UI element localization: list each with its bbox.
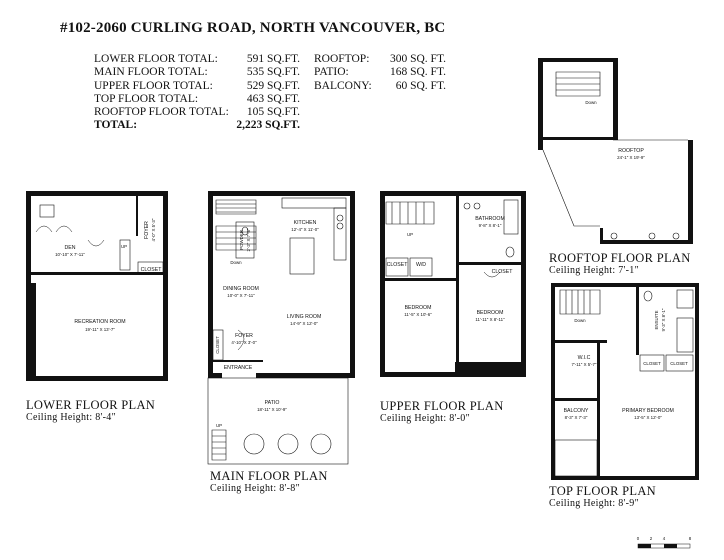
room-bedroom-1: BEDROOM [404,305,432,311]
room-powder: POWDER [239,230,244,250]
room-primary-bedroom-dim: 13'-5" X 12'-0" [634,415,662,420]
area-value: 529 SQ.FT. [246,79,300,92]
stair [560,290,600,314]
room-dining-dim: 10'-0" X 7'-11" [227,293,255,298]
wall [459,262,521,265]
room-bedroom-2: BEDROOM [476,310,504,316]
plan-name: ROOFTOP FLOOR PLAN [549,251,691,265]
main-floor-plan [208,191,355,464]
room-foyer: FOYER [235,333,253,339]
room-bedroom-2-dim: 11'-11" X 8'-11" [475,317,505,322]
wall [538,58,543,150]
fixture-icon [673,233,679,239]
room-foyer-dim: 4'-0" X 5'-3" [151,218,156,242]
room-closet: CLOSET [215,336,220,354]
sink-icon [337,215,343,221]
area-value: 591 SQ.FT. [246,53,300,65]
ceiling-height: Ceiling Height: 8'-8" [210,483,300,494]
area-value: 463 SQ.FT. [246,92,300,105]
room-kitchen: KITCHEN [293,220,317,226]
plan-name: TOP FLOOR PLAN [549,484,656,498]
room-foyer: FOYER [144,221,150,239]
wall [26,191,31,380]
patio-outline [208,378,348,464]
room-wic: W.I.C [577,355,591,361]
area-label: ROOFTOP: [314,53,370,65]
room-patio: PATIO [264,400,280,406]
room-dining: DINING ROOM [223,286,259,292]
plan-name: UPPER FLOOR PLAN [380,399,504,413]
area-label: PATIO: [314,66,349,79]
stair [216,200,256,214]
wall [380,191,385,377]
room-closet-2: CLOSET [491,269,513,275]
scale-label: 8 [688,536,692,541]
wall [543,137,613,140]
planter-icon [244,434,264,454]
wall [26,376,168,381]
room-bedroom-1-dim: 11'-5" X 10'-6" [404,312,432,317]
room-primary-bedroom: PRIMARY BEDROOM [622,408,674,414]
room-closet: CLOSET [643,361,661,366]
scale-label: 4 [662,536,666,541]
stair-up-label: UP [120,244,128,249]
wall [208,373,222,378]
wall [555,398,597,401]
scale-label: 0 [636,536,640,541]
room-foyer-dim: 4'-10" X 3'-0" [231,340,257,345]
room-den-dim: 10'-10" X 7'-11" [55,252,85,257]
wall [136,196,138,236]
wall [600,240,693,244]
wall [456,196,459,372]
ceiling-height: Ceiling Height: 8'-9" [549,498,639,509]
wall [26,191,168,196]
fixture-icon [649,233,655,239]
toilet-icon [644,291,652,301]
room-closet: CLOSET [386,262,408,268]
ceiling-height: Ceiling Height: 8'-0" [380,413,470,424]
area-value: 60 SQ. FT. [395,79,446,92]
balcony-rail [555,440,597,476]
area-label: BALCONY: [314,79,372,92]
wall [385,278,456,281]
stair-down-label: Down [574,318,586,323]
scale-bar-segment [638,544,651,548]
room-patio-dim: 18'-11" X 10'-9" [257,407,287,412]
wall [597,343,600,476]
area-value: 535 SQ.FT. [246,66,300,79]
area-label: TOP FLOOR TOTAL: [94,92,199,105]
room-bathroom-dim: 9'-8" X 8'-1" [478,223,502,228]
area-label: TOTAL: [94,119,138,132]
wall [380,191,526,196]
sink-icon [337,223,343,229]
room-wic-dim: 7'-11" X 5'-7" [571,362,597,367]
wall [551,476,699,480]
wall [31,283,36,376]
room-bathroom: BATHROOM [475,216,505,222]
fixture [40,205,54,217]
roof-edge [543,150,600,226]
stair-up-label: UP [215,423,223,428]
stair [556,72,600,96]
shower-icon [677,290,693,308]
lower-floor-plan [26,191,168,381]
area-value: 168 SQ. FT. [389,66,446,79]
area-label: ROOFTOP FLOOR TOTAL: [94,106,229,119]
sink-icon [474,203,480,209]
area-value: 2,223 SQ.FT. [236,119,300,132]
stair-down-label: Down [230,260,242,265]
wall [350,191,355,378]
room-powder-dim: 2'-2" X 7'-4" [246,228,251,252]
scale-label: 2 [649,536,653,541]
room-closet-2: CLOSET [670,361,688,366]
area-label: MAIN FLOOR TOTAL: [94,66,208,79]
room-balcony: BALCONY [563,408,589,414]
stair [386,202,434,224]
wall [555,340,607,343]
door-swing [36,226,72,232]
stair-down-label: Down [585,100,597,105]
toilet-icon [506,247,514,257]
door-swing [88,240,104,246]
room-kitchen-dim: 12'-4" X 11'-0" [291,227,319,232]
planter-icon [278,434,298,454]
wall [455,362,521,372]
ceiling-height: Ceiling Height: 8'-4" [26,412,116,423]
bathtub-icon [504,200,518,234]
sink-icon [464,203,470,209]
wall [551,283,699,287]
wall [538,58,618,62]
area-label: UPPER FLOOR TOTAL: [94,79,213,92]
area-value: 105 SQ.FT. [246,106,300,119]
room-ensuite: ENSUITE [654,310,659,330]
patio-stair [212,430,226,460]
room-wd: W/D [415,262,427,268]
room-ensuite-dim: 9'-3" X 8'-1" [661,308,666,332]
kitchen-island [290,238,314,274]
upper-floor-plan [380,191,526,377]
bathtub-icon [677,318,693,352]
wall [600,228,603,242]
room-recreation-dim: 19'-11" X 13'-7" [85,327,115,332]
counter [334,208,346,260]
wall [613,58,618,140]
room-rooftop-dim: 24'-1" X 19'-9" [617,155,645,160]
top-floor-plan [551,283,699,480]
room-living-dim: 14'-9" X 12'-0" [290,321,318,326]
fixture-icon [611,233,617,239]
rooftop-floor-plan [538,58,693,244]
room-living: LIVING ROOM [286,314,322,320]
plan-name: MAIN FLOOR PLAN [210,469,328,483]
property-address-title: #102-2060 CURLING ROAD, NORTH VANCOUVER, BC [60,20,446,36]
ceiling-height: Ceiling Height: 7'-1" [549,265,639,276]
wall [380,372,526,377]
room-recreation: RECREATION ROOM [74,319,126,325]
wall [688,140,693,240]
wall [163,191,168,381]
wall [213,360,263,362]
area-value: 300 SQ. FT. [389,53,446,65]
area-label: LOWER FLOOR TOTAL: [94,53,218,65]
room-balcony-dim: 8'-3" X 7'-3" [564,415,588,420]
stair-up-label: UP [406,232,414,237]
plan-name: LOWER FLOOR PLAN [26,398,156,412]
wall [208,191,355,196]
room-den: DEN [64,245,76,251]
counter [282,198,346,208]
wall [521,191,526,377]
wall [636,287,639,355]
entrance-label: ENTRANCE [223,365,253,371]
wall [256,373,355,378]
scale-bar [637,536,692,548]
planter-icon [311,434,331,454]
wall [551,283,555,480]
scale-bar-segment [664,544,677,548]
wall [695,283,699,480]
wall [208,191,213,378]
room-rooftop: ROOFTOP [618,148,644,154]
room-closet: CLOSET [140,267,162,273]
